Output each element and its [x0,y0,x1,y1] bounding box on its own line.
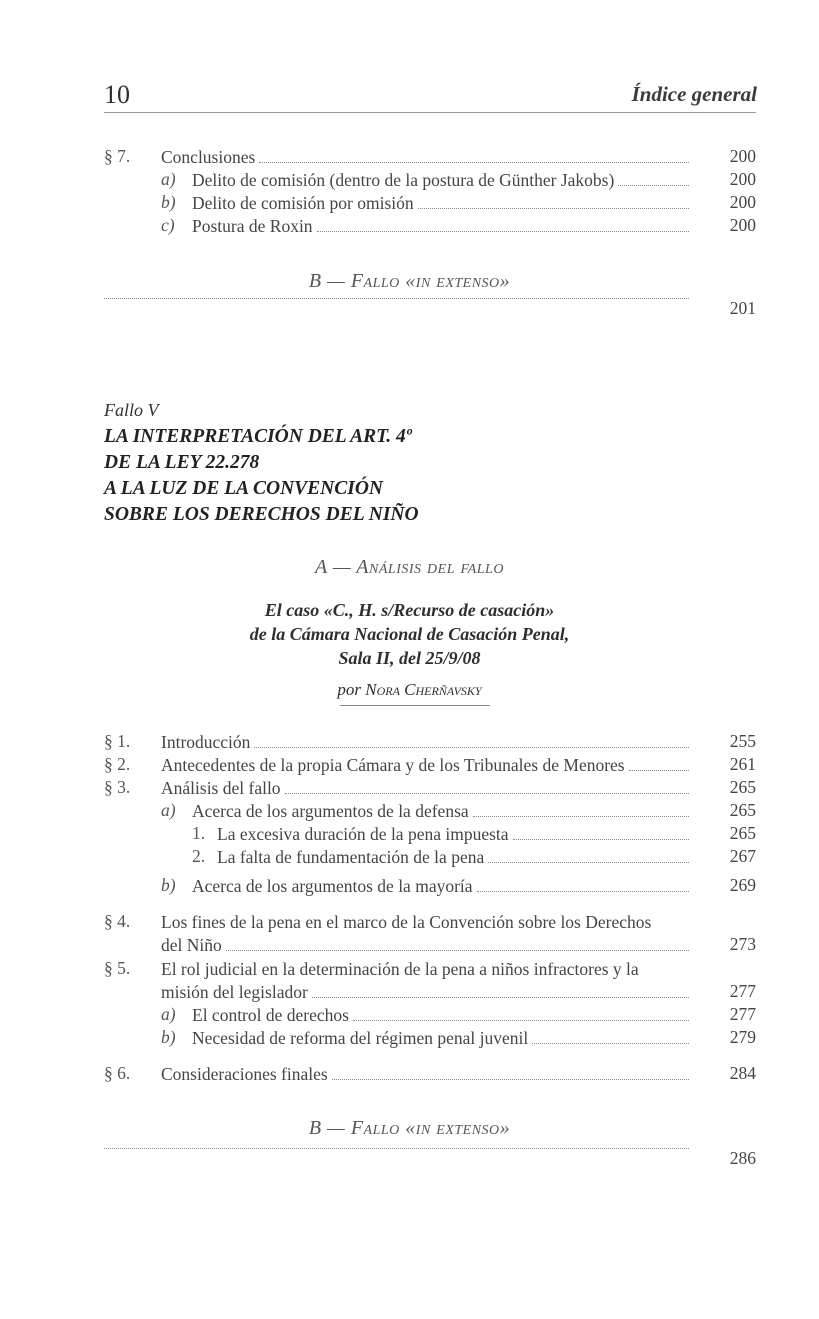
toc-entry-text: Análisis del fallo [161,778,281,798]
section-heading-b: B — Fallo «in extenso» [308,270,511,292]
toc-page: 255 [729,731,756,751]
toc-page: 200 [729,192,756,212]
toc-page: 286 [729,1148,756,1168]
toc-symbol: 2. [192,846,206,866]
toc-entry [192,1004,695,1027]
toc-symbol: § 5. [104,958,131,978]
toc-page: 277 [729,1004,756,1024]
toc-entry [104,298,695,303]
toc-entry-text: Delito de comisión (dentro de la postura de Günther Jakobs) [192,170,615,190]
fallo-title-line: LA INTERPRETACIÓN DEL ART. 4º [104,426,412,447]
toc-entry [217,846,695,869]
toc-entry-text: del Niño [161,935,222,955]
toc-entry [192,169,695,192]
toc-symbol: § 2. [104,754,131,774]
toc-entry-text: Necesidad de reforma del régimen penal juvenil [192,1028,529,1048]
running-header-title: Índice general [631,82,757,106]
toc-entry-text: La falta de fundamentación de la pena [217,847,485,867]
toc-entry [161,934,695,957]
toc-page: 265 [729,823,756,843]
toc-symbol: a) [161,169,176,189]
toc-page: 261 [729,754,756,774]
case-title-line: de la Cámara Nacional de Casación Penal, [249,624,570,644]
toc-page: 200 [729,215,756,235]
toc-entry-text: Introducción [161,732,251,752]
toc-symbol: b) [161,192,176,212]
toc-entry [192,215,695,238]
toc-symbol: § 3. [104,777,131,797]
toc-entry [104,1148,695,1153]
toc-entry-text: El control de derechos [192,1005,349,1025]
toc-entry [161,146,695,169]
toc-entry-text: Acerca de los argumentos de la defensa [192,801,469,821]
toc-entry-text: Delito de comisión por omisión [192,193,414,213]
section-heading-b: B — Fallo «in extenso» [308,1117,511,1139]
author-line [0,678,819,702]
toc-page: 273 [729,934,756,954]
author-underline [340,705,490,706]
toc-entry-text: Postura de Roxin [192,216,313,236]
toc-entry [217,823,695,846]
page-number: 10 [104,80,130,109]
author-prefix: por [337,680,362,699]
toc-page: 277 [729,981,756,1001]
fallo-title-line: DE LA LEY 22.278 [104,452,260,473]
case-title-line: Sala II, del 25/9/08 [338,648,481,668]
toc-symbol: b) [161,1027,176,1047]
toc-symbol: § 6. [104,1063,131,1083]
fallo-label: Fallo V [104,400,159,420]
toc-entry [161,981,695,1004]
toc-page: 201 [729,298,756,318]
toc-entry [161,731,695,754]
toc-page: 269 [729,875,756,895]
toc-symbol: 1. [192,823,206,843]
toc-entry [192,875,695,898]
toc-page: 200 [729,146,756,166]
toc-symbol: c) [161,215,175,235]
toc-entry-text: misión del legislador [161,982,308,1002]
toc-entry-text: Conclusiones [161,147,256,167]
section-heading-a: A — Análisis del fallo [315,556,504,578]
toc-entry-text: La excesiva duración de la pena impuesta [217,824,509,844]
toc-symbol: § 1. [104,731,131,751]
toc-page: 200 [729,169,756,189]
toc-symbol: § 4. [104,911,131,931]
toc-symbol: b) [161,875,176,895]
toc-entry-text: Antecedentes de la propia Cámara y de los Tribunales de Menores [161,755,625,775]
toc-entry [192,1027,695,1050]
toc-page: 284 [729,1063,756,1083]
toc-entry [192,192,695,215]
fallo-title-line: SOBRE LOS DERECHOS DEL NIÑO [104,504,419,525]
toc-symbol: § 7. [104,146,131,166]
author-name: Nora Cherñavsky [365,680,482,699]
toc-page: 265 [729,800,756,820]
toc-page: 279 [729,1027,756,1047]
toc-entry [161,777,695,800]
header-rule [104,112,756,113]
fallo-title-line: A LA LUZ DE LA CONVENCIÓN [104,478,384,499]
toc-entry [161,754,695,777]
toc-entry-text: Consideraciones finales [161,1064,328,1084]
toc-entry-text: Acerca de los argumentos de la mayoría [192,876,473,896]
toc-page: 265 [729,777,756,797]
case-title-line: El caso «C., H. s/Recurso de casación» [264,600,555,620]
toc-symbol: a) [161,800,176,820]
toc-entry [192,800,695,823]
toc-entry-text: Los fines de la pena en el marco de la Convención sobre los Derechos [161,912,652,932]
toc-symbol: a) [161,1004,176,1024]
toc-entry-text: El rol judicial en la determinación de la pena a niños infractores y la [161,959,639,979]
toc-page: 267 [729,846,756,866]
toc-entry [161,1063,695,1086]
